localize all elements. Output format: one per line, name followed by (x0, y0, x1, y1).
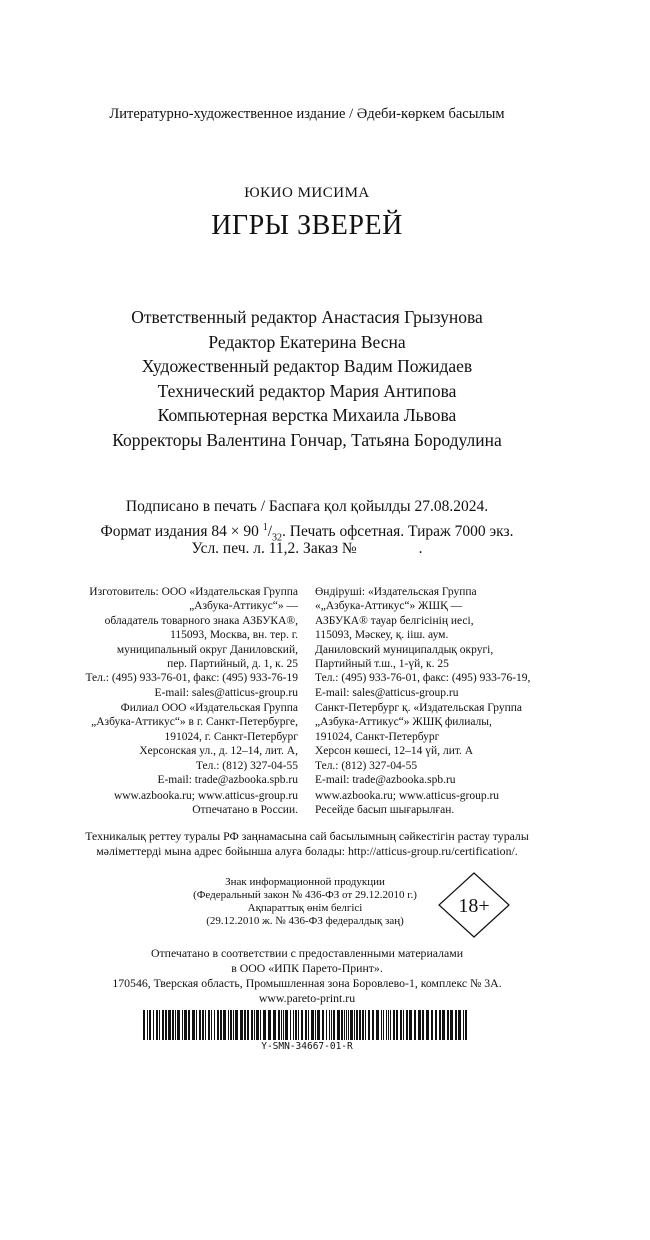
barcode-bar (396, 1010, 398, 1040)
barcode-bar (156, 1010, 158, 1040)
manufacturer-ru-line: муниципальный округ Даниловский, (116, 643, 298, 656)
credit-editor-in-chief: Ответственный редактор Анастасия Грызунова (131, 307, 483, 327)
manufacturer-kz-line: Өндіруші: «Издательская Группа (315, 586, 477, 598)
info-sign (160, 876, 450, 928)
barcode-bar (233, 1010, 234, 1040)
barcode-bar (172, 1010, 174, 1040)
sheets-end: . (418, 540, 423, 557)
barcode-bar (263, 1010, 266, 1040)
barcode-bar (390, 1010, 391, 1040)
format-line: Формат издания 84 × 90 $^1/_{32}$. Печать офсетная. Тираж 7000 экз. (100, 522, 514, 544)
barcode-bar (317, 1010, 320, 1040)
credits-block (0, 305, 614, 452)
web-kz (315, 789, 615, 818)
branch-ru (60, 701, 298, 787)
credit-layout: Компьютерная верстка Михаила Львова (157, 405, 457, 425)
format-denominator: 32 (272, 532, 283, 544)
barcode-bar (393, 1010, 395, 1040)
format-numerator: 1 (262, 522, 268, 533)
web-ru-printed: Отпечатано в России. (192, 804, 298, 817)
tech-regulation-line: Техникалық реттеу туралы РФ заңнамасына сай басылымның сәйкестігін растау туралы (85, 829, 529, 843)
printed-by-line: 170546, Тверская область, Промышленная зона Боровлево-1, комплекс № 3А. (112, 976, 502, 990)
barcode-bar (295, 1010, 297, 1040)
barcode-bar (447, 1010, 449, 1040)
barcode-bar (177, 1010, 180, 1040)
barcode-bar (159, 1010, 160, 1040)
barcode-bar (268, 1010, 271, 1040)
branch-kz (315, 701, 615, 787)
credit-art-editor: Художественный редактор Вадим Пожидаев (141, 356, 473, 376)
barcode-bar (406, 1010, 408, 1040)
credit-editor: Редактор Екатерина Весна (208, 331, 406, 352)
barcode-bar (381, 1010, 382, 1040)
barcode-bar (247, 1010, 249, 1040)
tech-regulation-line: мәліметтерді мына адрес бойынша алуға болады: http://atticus-group.ru/certification/. (96, 843, 518, 858)
barcode-bar (208, 1010, 210, 1040)
web-ru-sites: www.azbooka.ru; www.atticus-group.ru (113, 790, 298, 802)
barcode-bar (211, 1010, 212, 1040)
barcode-bar (315, 1010, 316, 1040)
printed-by-line: Отпечатано в соответствии с предоставленными материалами (150, 946, 464, 960)
barcode-bar (350, 1010, 353, 1040)
barcode-bar (322, 1010, 324, 1040)
barcode-bar (326, 1010, 327, 1040)
branch-ru-line: Херсонская ул., д. 12–14, лит. А, (139, 745, 298, 758)
barcode-bar (372, 1010, 374, 1040)
barcode-bar (400, 1010, 402, 1040)
manufacturer-kz-line: 115093, Мәскеу, қ. ііш. аум. (315, 629, 449, 642)
barcode-bar (341, 1010, 343, 1040)
barcode-bar (223, 1010, 226, 1040)
barcode-bar (244, 1010, 246, 1040)
barcode-bar (409, 1010, 412, 1040)
barcode-bar (359, 1010, 361, 1040)
manufacturer-ru (60, 585, 298, 700)
branch-kz-line: „Азбука-Аттикус“» ЖШҚ филиалы, (315, 716, 492, 729)
barcode-bar (273, 1010, 276, 1040)
barcode-bar (188, 1010, 190, 1040)
barcode-bar (376, 1010, 379, 1040)
barcode-text: Y-SMN-34667-01-R (261, 1041, 353, 1052)
print-info (0, 496, 614, 559)
barcode-bar (458, 1010, 461, 1040)
barcode-bar (362, 1010, 364, 1040)
manufacturer-kz-line: «„Азбука-Аттикус“» ЖШҚ — (315, 600, 463, 613)
barcode-bar (285, 1010, 288, 1040)
manufacturer-ru-line: 115093, Москва, вн. тер. г. (170, 629, 298, 642)
barcode-bar (143, 1010, 145, 1040)
barcode-bar (290, 1010, 291, 1040)
credit-proofreaders: Корректоры Валентина Гончар, Татьяна Бородулина (112, 429, 502, 450)
manufacturer-kz (315, 585, 615, 700)
info-sign-line: Знак информационной продукции (225, 876, 385, 888)
tech-regulation (0, 829, 614, 858)
barcode-bar (205, 1010, 206, 1040)
barcode-bar (308, 1010, 309, 1040)
barcode-bar (217, 1010, 219, 1040)
manufacturer-kz-line: E-mail: sales@atticus-group.ru (315, 686, 459, 699)
barcode-bar (254, 1010, 255, 1040)
barcode-bar (311, 1010, 314, 1040)
manufacturer-kz-line: Тел.: (495) 933-76-01, факс: (495) 933-76-19, (315, 672, 531, 685)
barcode-bar (403, 1010, 404, 1040)
format-suffix: . Печать офсетная. Тираж 7000 экз. (282, 523, 514, 541)
barcode-bar (386, 1010, 387, 1040)
manufacturer-kz-line: Даниловский муниципалдық округі, (315, 643, 494, 656)
barcode-bar (418, 1010, 421, 1040)
barcode-bar (422, 1010, 424, 1040)
branch-kz-line: Тел.: (812) 327-04-55 (315, 759, 418, 772)
barcode-bar (192, 1010, 195, 1040)
branch-ru-line: „Азбука-Аттикус“» в г. Санкт-Петербурге, (91, 716, 298, 729)
branch-ru-line: Тел.: (812) 327-04-55 (195, 759, 298, 772)
branch-ru-line: Филиал ООО «Издательская Группа (120, 702, 298, 714)
barcode-bar (356, 1010, 358, 1040)
barcode-bar (162, 1010, 164, 1040)
web-kz-sites: www.azbooka.ru; www.atticus-group.ru (315, 790, 500, 802)
edition-type: Литературно-художественное издание / Әдеби-көркем басылым (109, 106, 505, 122)
barcode-bar (329, 1010, 330, 1040)
barcode-bar (368, 1010, 370, 1040)
signed-to-print: Подписано в печать / Баспаға қол қойылды 27.08.2024. (125, 498, 489, 515)
barcode-bar (214, 1010, 215, 1040)
barcode-bar (235, 1010, 238, 1040)
web-kz-printed: Ресейде басып шығарылған. (315, 804, 455, 817)
barcode-bar (305, 1010, 307, 1040)
info-sign-line: (Федеральный закон № 436-ФЗ от 29.12.2010 г.) (193, 889, 417, 901)
barcode-bar (168, 1010, 171, 1040)
manufacturer-ru-line: E-mail: sales@atticus-group.ru (154, 686, 298, 699)
barcode-bar (463, 1010, 464, 1040)
barcode-bar (442, 1010, 445, 1040)
barcode-bar (426, 1010, 429, 1040)
barcode-bar (220, 1010, 222, 1040)
barcode-bar (256, 1010, 259, 1040)
barcode-bar (465, 1010, 467, 1040)
barcode-bar (354, 1010, 355, 1040)
info-sign-line: Ақпараттық өнім белгісі (247, 902, 363, 914)
barcode-bar (149, 1010, 151, 1040)
barcode-bar (293, 1010, 294, 1040)
barcode-bar (199, 1010, 201, 1040)
barcode-bar (365, 1010, 366, 1040)
barcode-bar (260, 1010, 261, 1040)
manufacturer-ru-line: Тел.: (495) 933-76-01, факс: (495) 933-76-19 (85, 672, 298, 685)
barcode-bar (331, 1010, 332, 1040)
barcode-graphic (143, 1010, 471, 1040)
printed-by-line: www.pareto-print.ru (258, 991, 356, 1005)
barcode-bar (450, 1010, 453, 1040)
barcode-bar (346, 1010, 347, 1040)
credit-tech-editor: Технический редактор Мария Антипова (157, 380, 457, 401)
barcode-bar (435, 1010, 437, 1040)
manufacturer-ru-line: обладатель товарного знака АЗБУКА®, (104, 614, 298, 627)
barcode-bar (230, 1010, 232, 1040)
barcode-bar (165, 1010, 167, 1040)
barcode-bar (348, 1010, 349, 1040)
printed-by-line: в ООО «ИПК Парето-Принт». (231, 961, 383, 975)
book-title: ИГРЫ ЗВЕРЕЙ (211, 210, 403, 241)
barcode-bar (153, 1010, 154, 1040)
manufacturer-kz-line: Партийный т.ш., 1-үй, к. 25 (315, 657, 449, 670)
author-name: ЮКИО МИСИМА (244, 185, 370, 201)
barcode-bar (182, 1010, 183, 1040)
barcode-bar (414, 1010, 416, 1040)
barcode-bar (431, 1010, 433, 1040)
branch-kz-line: 191024, Санкт-Петербург (315, 730, 440, 743)
barcode-bar (388, 1010, 389, 1040)
barcode-bar (383, 1010, 384, 1040)
barcode-bar (147, 1010, 148, 1040)
manufacturer-kz-line: АЗБУКА® тауар белгісінің иесі, (315, 614, 474, 627)
barcode-bar (278, 1010, 280, 1040)
manufacturer-ru-line: пер. Партийный, д. 1, к. 25 (167, 657, 298, 670)
sheets-order-line (0, 538, 614, 559)
branch-kz-line: E-mail: trade@azbooka.spb.ru (315, 773, 456, 786)
barcode-bar (344, 1010, 345, 1040)
barcode-bar (455, 1010, 457, 1040)
manufacturer-ru-line: „Азбука-Аттикус“» — (189, 600, 298, 613)
manufacturer-ru-line: Изготовитель: ООО «Издательская Группа (89, 586, 298, 598)
barcode-bar (301, 1010, 303, 1040)
barcode-bar (202, 1010, 204, 1040)
branch-ru-line: 191024, г. Санкт-Петербург (164, 730, 298, 743)
barcode-bar (228, 1010, 229, 1040)
web-ru (60, 789, 298, 818)
format-prefix: Формат издания 84 × 90 (100, 523, 263, 541)
barcode-bar (240, 1010, 243, 1040)
age-rating-diamond (438, 872, 510, 938)
branch-ru-line: E-mail: trade@azbooka.spb.ru (157, 773, 298, 786)
barcode-bar (439, 1010, 441, 1040)
printed-by (0, 946, 614, 1006)
barcode-bar (196, 1010, 197, 1040)
sheets-text: Усл. печ. л. 11,2. Заказ № (191, 540, 357, 557)
barcode-bar (281, 1010, 282, 1040)
age-rating-label: 18+ (458, 895, 490, 917)
barcode-bar (184, 1010, 187, 1040)
barcode-bar (251, 1010, 253, 1040)
barcode-bar (175, 1010, 176, 1040)
barcode-bar (283, 1010, 284, 1040)
branch-kz-line: Херсон көшесі, 12–14 үй, лит. А (315, 745, 474, 758)
barcode-bar (337, 1010, 340, 1040)
barcode-bar (298, 1010, 299, 1040)
info-sign-line: (29.12.2010 ж. № 436-ФЗ федералдық заң) (206, 915, 404, 927)
barcode-bar (333, 1010, 335, 1040)
branch-kz-line: Санкт-Петербург қ. «Издательская Группа (315, 702, 522, 714)
